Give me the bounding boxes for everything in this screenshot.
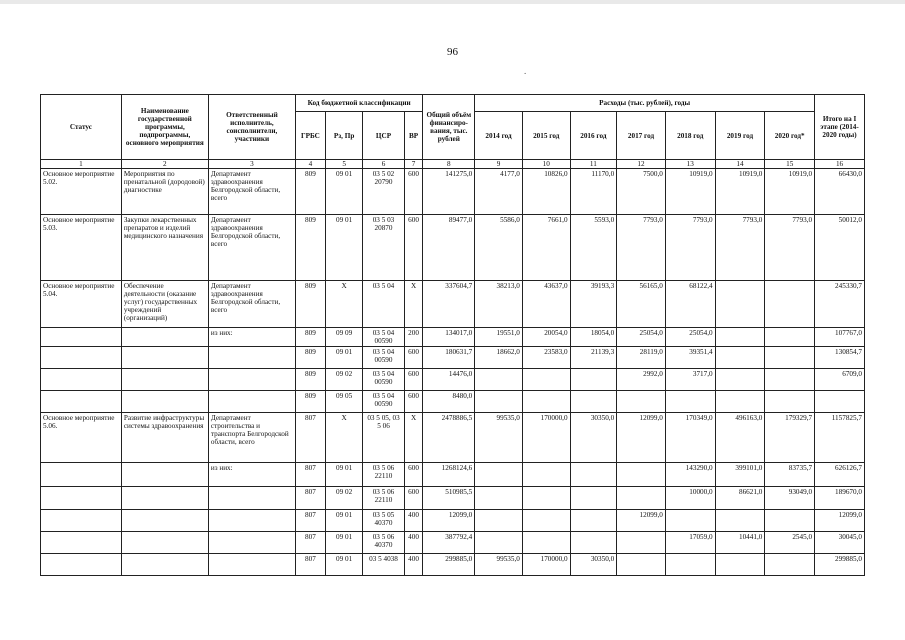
cell-value xyxy=(765,510,815,532)
col-header-total: Общий объём финансиро-вания, тыс. рублей xyxy=(423,95,475,160)
cell-value: 18054,0 xyxy=(570,328,617,347)
cell-executor xyxy=(208,532,295,554)
cell-value: 7793,0 xyxy=(715,215,765,281)
table-row xyxy=(41,413,865,463)
cell-value: 809 xyxy=(295,347,325,369)
cell-value: 809 xyxy=(295,391,325,413)
cell-value: 807 xyxy=(295,487,325,510)
cell-value: 337604,7 xyxy=(423,281,475,328)
col-header-csr: ЦСР xyxy=(363,112,404,160)
cell-value: 400 xyxy=(404,532,423,554)
cell-status xyxy=(41,347,122,369)
cell-status: Основное мероприятие 5.06. xyxy=(41,413,122,463)
column-number: 1 xyxy=(41,160,122,169)
cell-executor: Департамент здравоохранения Белгородской области, всего xyxy=(208,215,295,281)
cell-executor: Департамент строительства и транспорта Белгородской области, всего xyxy=(208,413,295,463)
cell-value: 10441,0 xyxy=(715,532,765,554)
column-number: 13 xyxy=(665,160,715,169)
cell-name: Развитие инфраструктуры системы здравоохранения xyxy=(121,413,208,463)
cell-status xyxy=(41,510,122,532)
cell-value: 43637,0 xyxy=(522,281,570,328)
column-number: 5 xyxy=(325,160,362,169)
cell-value: 30350,0 xyxy=(570,554,617,576)
cell-value: 66430,0 xyxy=(815,169,865,215)
cell-value xyxy=(765,347,815,369)
cell-value: 14476,0 xyxy=(423,369,475,391)
cell-value xyxy=(570,510,617,532)
cell-value: 1268124,6 xyxy=(423,463,475,487)
cell-value: 03 5 02 20790 xyxy=(363,169,404,215)
cell-value: 7793,0 xyxy=(765,215,815,281)
cell-value: 03 5 06 40370 xyxy=(363,532,404,554)
table-row xyxy=(41,328,865,347)
col-header-grbs: ГРБС xyxy=(295,112,325,160)
cell-value: 03 5 04 xyxy=(363,281,404,328)
column-number: 2 xyxy=(121,160,208,169)
cell-value: 7793,0 xyxy=(665,215,715,281)
cell-value: 03 5 04 00590 xyxy=(363,347,404,369)
cell-value: 496163,0 xyxy=(715,413,765,463)
cell-name xyxy=(121,463,208,487)
cell-value: 09 02 xyxy=(325,369,362,391)
cell-value: 09 01 xyxy=(325,554,362,576)
column-number: 8 xyxy=(423,160,475,169)
cell-value: 09 01 xyxy=(325,215,362,281)
table-row xyxy=(41,369,865,391)
cell-status xyxy=(41,532,122,554)
col-header-vr: ВР xyxy=(404,112,423,160)
cell-value xyxy=(715,369,765,391)
cell-value: 134017,0 xyxy=(423,328,475,347)
col-header-expenses: Расходы (тыс. рублей), годы xyxy=(475,95,815,112)
cell-value: 399101,0 xyxy=(715,463,765,487)
cell-value xyxy=(475,369,523,391)
table-row xyxy=(41,281,865,328)
cell-value: 400 xyxy=(404,554,423,576)
cell-value: 107767,0 xyxy=(815,328,865,347)
cell-name xyxy=(121,532,208,554)
cell-value: Х xyxy=(404,413,423,463)
cell-value xyxy=(815,391,865,413)
table-row xyxy=(41,510,865,532)
col-header-2015: 2015 год xyxy=(522,112,570,160)
cell-name xyxy=(121,328,208,347)
cell-value: 68122,4 xyxy=(665,281,715,328)
col-header-2020: 2020 год* xyxy=(765,112,815,160)
cell-value: 809 xyxy=(295,169,325,215)
budget-table xyxy=(40,94,865,576)
cell-value xyxy=(715,281,765,328)
cell-value: 09 01 xyxy=(325,510,362,532)
cell-value xyxy=(765,391,815,413)
column-number-row xyxy=(41,160,865,169)
cell-value: 245330,7 xyxy=(815,281,865,328)
cell-value: 807 xyxy=(295,510,325,532)
cell-executor xyxy=(208,487,295,510)
cell-value: 03 5 03 20870 xyxy=(363,215,404,281)
cell-value: 807 xyxy=(295,554,325,576)
cell-value: 38213,0 xyxy=(475,281,523,328)
cell-value xyxy=(617,532,666,554)
cell-value: 7661,0 xyxy=(522,215,570,281)
cell-status xyxy=(41,554,122,576)
cell-value: 50012,0 xyxy=(815,215,865,281)
cell-value: 09 09 xyxy=(325,328,362,347)
column-number: 10 xyxy=(522,160,570,169)
cell-value: 39351,4 xyxy=(665,347,715,369)
cell-value: 809 xyxy=(295,281,325,328)
cell-value: 626126,7 xyxy=(815,463,865,487)
cell-value: 99535,0 xyxy=(475,554,523,576)
cell-executor xyxy=(208,391,295,413)
cell-value: 30045,0 xyxy=(815,532,865,554)
cell-value: 3717,0 xyxy=(665,369,715,391)
cell-value: 83735,7 xyxy=(765,463,815,487)
cell-value xyxy=(715,554,765,576)
cell-value: 1157825,7 xyxy=(815,413,865,463)
column-number: 3 xyxy=(208,160,295,169)
col-header-2018: 2018 год xyxy=(665,112,715,160)
column-number: 16 xyxy=(815,160,865,169)
cell-status xyxy=(41,391,122,413)
column-number: 12 xyxy=(617,160,666,169)
cell-value: 143290,0 xyxy=(665,463,715,487)
cell-name xyxy=(121,554,208,576)
cell-value xyxy=(522,510,570,532)
cell-value xyxy=(665,510,715,532)
cell-value xyxy=(617,487,666,510)
cell-value: 807 xyxy=(295,463,325,487)
col-header-executor: Ответственный исполнитель, соисполнители, участники xyxy=(208,95,295,160)
cell-value: 10919,0 xyxy=(665,169,715,215)
cell-value: 7500,0 xyxy=(617,169,666,215)
cell-value: 21139,3 xyxy=(570,347,617,369)
cell-name xyxy=(121,347,208,369)
header-row-1 xyxy=(41,95,865,112)
cell-value: 200 xyxy=(404,328,423,347)
cell-value: 299885,0 xyxy=(423,554,475,576)
col-header-2019: 2019 год xyxy=(715,112,765,160)
cell-value: 99535,0 xyxy=(475,413,523,463)
cell-value: 189670,0 xyxy=(815,487,865,510)
cell-value xyxy=(522,487,570,510)
cell-value xyxy=(570,463,617,487)
cell-value xyxy=(715,391,765,413)
cell-name: Обеспечение деятельности (оказание услуг) государственных учреждений (организаций) xyxy=(121,281,208,328)
cell-value: 12099,0 xyxy=(815,510,865,532)
cell-value xyxy=(765,328,815,347)
cell-value xyxy=(475,391,523,413)
cell-value: 807 xyxy=(295,532,325,554)
cell-value xyxy=(617,554,666,576)
cell-value: 03 5 4038 xyxy=(363,554,404,576)
cell-status xyxy=(41,463,122,487)
cell-name: Мероприятия по пренатальной (дородовой) диагностике xyxy=(121,169,208,215)
cell-status: Основное мероприятие 5.04. xyxy=(41,281,122,328)
column-number: 9 xyxy=(475,160,523,169)
column-number: 11 xyxy=(570,160,617,169)
cell-value xyxy=(570,532,617,554)
cell-value xyxy=(522,532,570,554)
cell-name xyxy=(121,391,208,413)
column-number: 6 xyxy=(363,160,404,169)
cell-value: 2992,0 xyxy=(617,369,666,391)
cell-value: 387792,4 xyxy=(423,532,475,554)
page-number: 96 xyxy=(447,46,458,58)
cell-value: 2478886,5 xyxy=(423,413,475,463)
col-header-name: Наименование государственной программы, подпрограммы, основного мероприятия xyxy=(121,95,208,160)
cell-value: 8480,0 xyxy=(423,391,475,413)
cell-value xyxy=(765,554,815,576)
cell-value: 400 xyxy=(404,510,423,532)
cell-value xyxy=(475,510,523,532)
cell-value: 86621,0 xyxy=(715,487,765,510)
cell-value: 09 01 xyxy=(325,463,362,487)
cell-value: 510985,5 xyxy=(423,487,475,510)
cell-value xyxy=(522,369,570,391)
cell-name: Закупки лекарственных препаратов и изделий медицинского назначения xyxy=(121,215,208,281)
cell-value xyxy=(570,369,617,391)
cell-value: 30350,0 xyxy=(570,413,617,463)
cell-value: 141275,0 xyxy=(423,169,475,215)
cell-value xyxy=(715,328,765,347)
cell-value: 180631,7 xyxy=(423,347,475,369)
cell-value: 11170,0 xyxy=(570,169,617,215)
cell-value: 09 01 xyxy=(325,169,362,215)
cell-value: 20054,0 xyxy=(522,328,570,347)
cell-value: 600 xyxy=(404,487,423,510)
cell-value: 03 5 04 00590 xyxy=(363,328,404,347)
cell-value: 299885,0 xyxy=(815,554,865,576)
cell-value xyxy=(570,391,617,413)
cell-executor: Департамент здравоохранения Белгородской области, всего xyxy=(208,281,295,328)
cell-value: 09 02 xyxy=(325,487,362,510)
cell-value: 25054,0 xyxy=(665,328,715,347)
table-row xyxy=(41,463,865,487)
cell-value: 09 01 xyxy=(325,347,362,369)
cell-status xyxy=(41,369,122,391)
table-row xyxy=(41,391,865,413)
cell-status: Основное мероприятие 5.02. xyxy=(41,169,122,215)
cell-value: 39193,3 xyxy=(570,281,617,328)
cell-name xyxy=(121,510,208,532)
cell-value: 809 xyxy=(295,328,325,347)
cell-status xyxy=(41,487,122,510)
cell-value: 19551,0 xyxy=(475,328,523,347)
col-header-budget-code: Код бюджетной классификации xyxy=(295,95,422,112)
cell-value: 5593,0 xyxy=(570,215,617,281)
cell-value: 10919,0 xyxy=(715,169,765,215)
table-row xyxy=(41,487,865,510)
cell-value: Х xyxy=(404,281,423,328)
cell-value: 09 05 xyxy=(325,391,362,413)
cell-value xyxy=(765,369,815,391)
cell-executor xyxy=(208,347,295,369)
cell-value: 2545,0 xyxy=(765,532,815,554)
cell-value: 10000,0 xyxy=(665,487,715,510)
cell-value: 03 5 04 00590 xyxy=(363,391,404,413)
table-row xyxy=(41,554,865,576)
cell-value: 03 5 04 00590 xyxy=(363,369,404,391)
cell-value: 809 xyxy=(295,369,325,391)
table-row xyxy=(41,347,865,369)
cell-value xyxy=(475,463,523,487)
col-header-status: Статус xyxy=(41,95,122,160)
table-row xyxy=(41,169,865,215)
column-number: 7 xyxy=(404,160,423,169)
scan-mark: . xyxy=(524,66,527,76)
column-number: 15 xyxy=(765,160,815,169)
cell-value xyxy=(665,391,715,413)
cell-executor: Департамент здравоохранения Белгородской области, всего xyxy=(208,169,295,215)
cell-executor: из них: xyxy=(208,463,295,487)
cell-value: 18662,0 xyxy=(475,347,523,369)
cell-value: 12099,0 xyxy=(617,510,666,532)
cell-value: 600 xyxy=(404,215,423,281)
cell-value: 03 5 05, 03 5 06 xyxy=(363,413,404,463)
cell-status: Основное мероприятие 5.03. xyxy=(41,215,122,281)
cell-value: 6709,0 xyxy=(815,369,865,391)
column-number: 4 xyxy=(295,160,325,169)
cell-name xyxy=(121,369,208,391)
cell-executor: из них: xyxy=(208,328,295,347)
col-header-rzpr: Рз, Пр xyxy=(325,112,362,160)
cell-value: 170000,0 xyxy=(522,413,570,463)
cell-value: 56165,0 xyxy=(617,281,666,328)
cell-value: Х xyxy=(325,281,362,328)
col-header-2014: 2014 год xyxy=(475,112,523,160)
cell-value xyxy=(617,391,666,413)
cell-value: 28119,0 xyxy=(617,347,666,369)
cell-value: 600 xyxy=(404,391,423,413)
cell-value: 7793,0 xyxy=(617,215,666,281)
cell-value xyxy=(715,510,765,532)
cell-value: 10919,0 xyxy=(765,169,815,215)
cell-value: 170349,0 xyxy=(665,413,715,463)
cell-value xyxy=(570,487,617,510)
cell-value: 130854,7 xyxy=(815,347,865,369)
cell-value: 600 xyxy=(404,347,423,369)
cell-value xyxy=(475,532,523,554)
table-row xyxy=(41,215,865,281)
cell-value: 12099,0 xyxy=(617,413,666,463)
cell-name xyxy=(121,487,208,510)
cell-value: 170000,0 xyxy=(522,554,570,576)
cell-executor xyxy=(208,554,295,576)
cell-value: 807 xyxy=(295,413,325,463)
cell-executor xyxy=(208,510,295,532)
cell-value xyxy=(765,281,815,328)
cell-value xyxy=(715,347,765,369)
cell-value: 09 01 xyxy=(325,532,362,554)
cell-value: 03 5 06 22110 xyxy=(363,463,404,487)
cell-value: 03 5 05 40370 xyxy=(363,510,404,532)
cell-value xyxy=(617,463,666,487)
cell-value: 809 xyxy=(295,215,325,281)
cell-value xyxy=(475,487,523,510)
cell-value xyxy=(665,554,715,576)
col-header-2017: 2017 год xyxy=(617,112,666,160)
cell-executor xyxy=(208,369,295,391)
cell-value: 4177,0 xyxy=(475,169,523,215)
cell-value: 600 xyxy=(404,369,423,391)
col-header-stage1: Итого на I этапе (2014-2020 годы) xyxy=(815,95,865,160)
column-number: 14 xyxy=(715,160,765,169)
cell-value xyxy=(522,391,570,413)
cell-value: 12099,0 xyxy=(423,510,475,532)
cell-status xyxy=(41,328,122,347)
col-header-2016: 2016 год xyxy=(570,112,617,160)
cell-value: 5586,0 xyxy=(475,215,523,281)
cell-value: 179329,7 xyxy=(765,413,815,463)
cell-value: 89477,0 xyxy=(423,215,475,281)
cell-value: 93049,0 xyxy=(765,487,815,510)
cell-value: 23583,0 xyxy=(522,347,570,369)
cell-value xyxy=(522,463,570,487)
cell-value: Х xyxy=(325,413,362,463)
cell-value: 10826,0 xyxy=(522,169,570,215)
cell-value: 600 xyxy=(404,169,423,215)
cell-value: 600 xyxy=(404,463,423,487)
cell-value: 17059,0 xyxy=(665,532,715,554)
cell-value: 25054,0 xyxy=(617,328,666,347)
table-row xyxy=(41,532,865,554)
top-edge-line xyxy=(0,0,905,4)
cell-value: 03 5 06 22110 xyxy=(363,487,404,510)
